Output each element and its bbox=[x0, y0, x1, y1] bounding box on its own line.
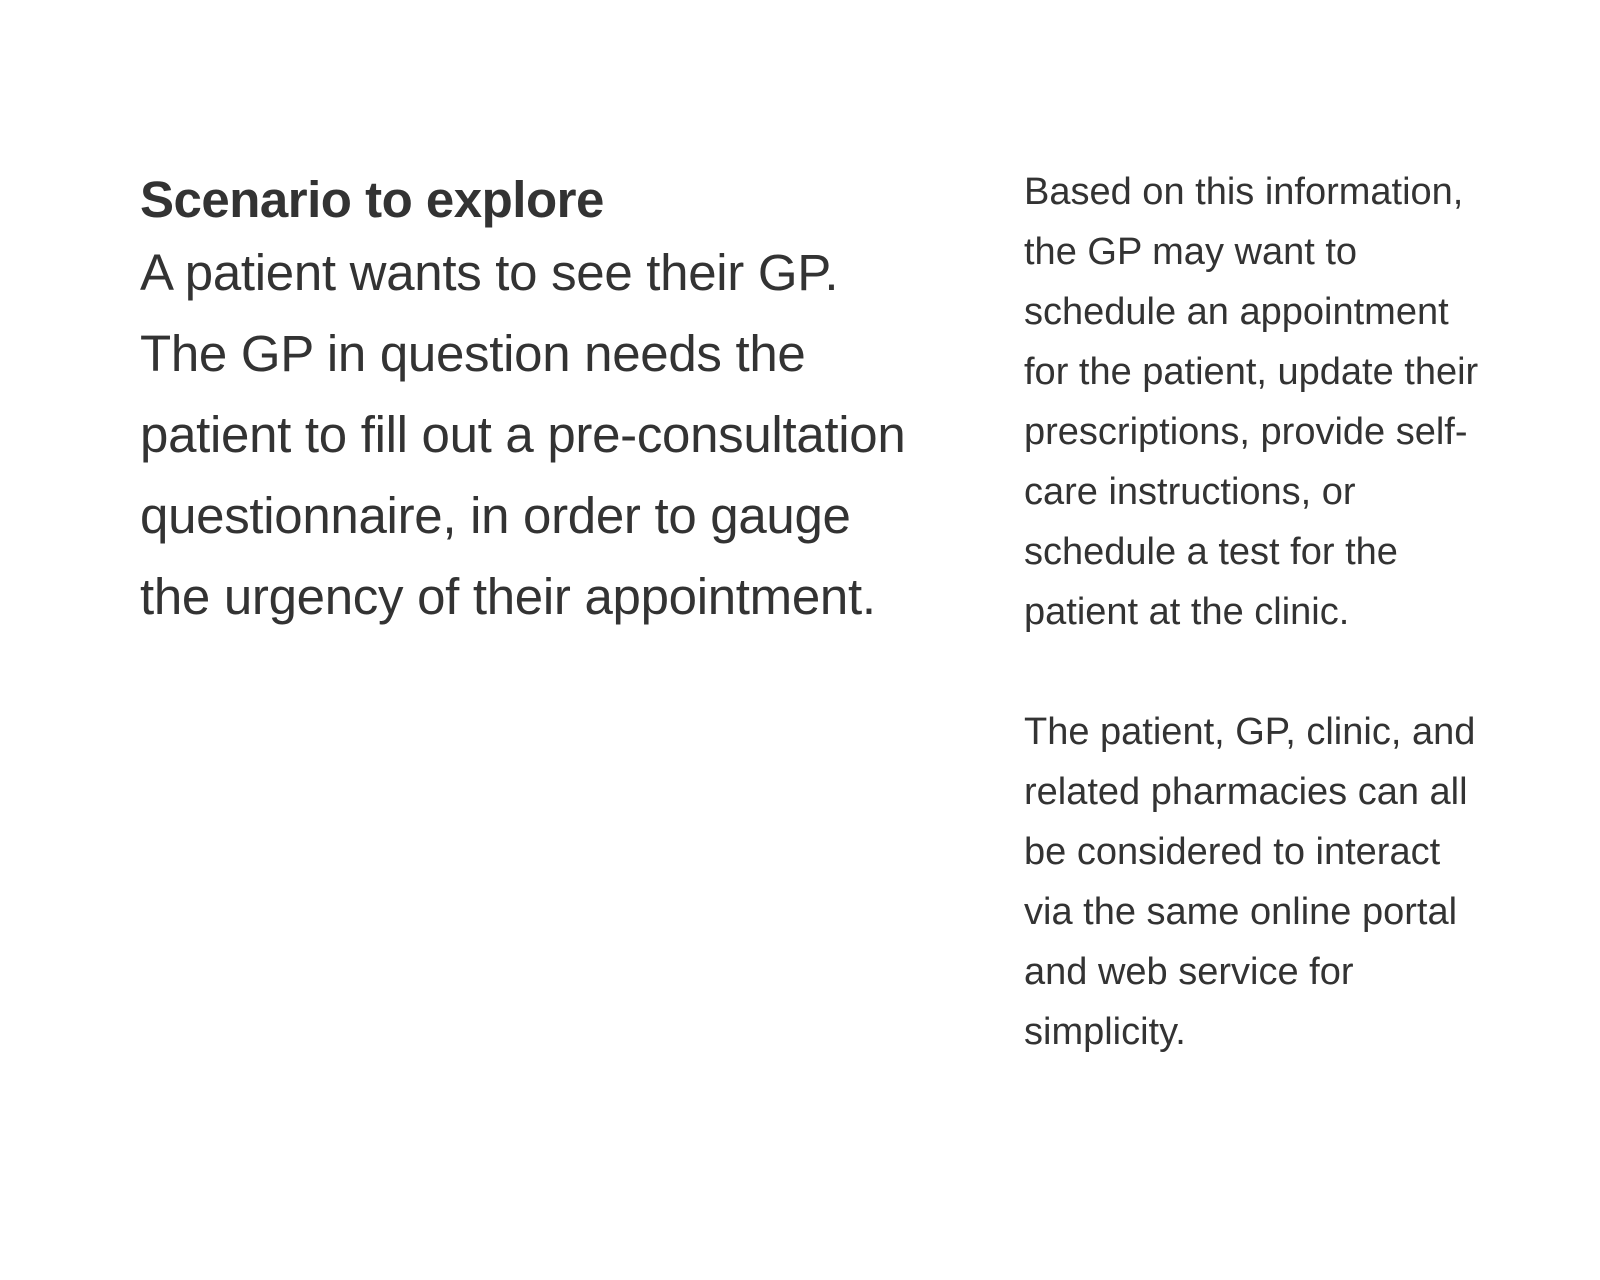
notes-paragraph-outcomes: Based on this information, the GP may want to schedule an appointment for the patient, update their prescriptions, provide self-care instructions, or schedule a test for the patient at the clinic. bbox=[1024, 171, 1479, 633]
scenario-description: A patient wants to see their GP. The GP in question needs the patient to fill out a pre-consultation questionnaire, in order to gauge the urgency of their appointment. bbox=[140, 244, 906, 625]
scenario-heading: Scenario to explore bbox=[140, 171, 604, 228]
scenario-section bbox=[140, 168, 910, 637]
notes-paragraph-simplification: The patient, GP, clinic, and related pharmacies can all be considered to interact via the same online portal and web service for simplicity. bbox=[1024, 711, 1476, 1053]
notes-section bbox=[1024, 162, 1494, 1062]
